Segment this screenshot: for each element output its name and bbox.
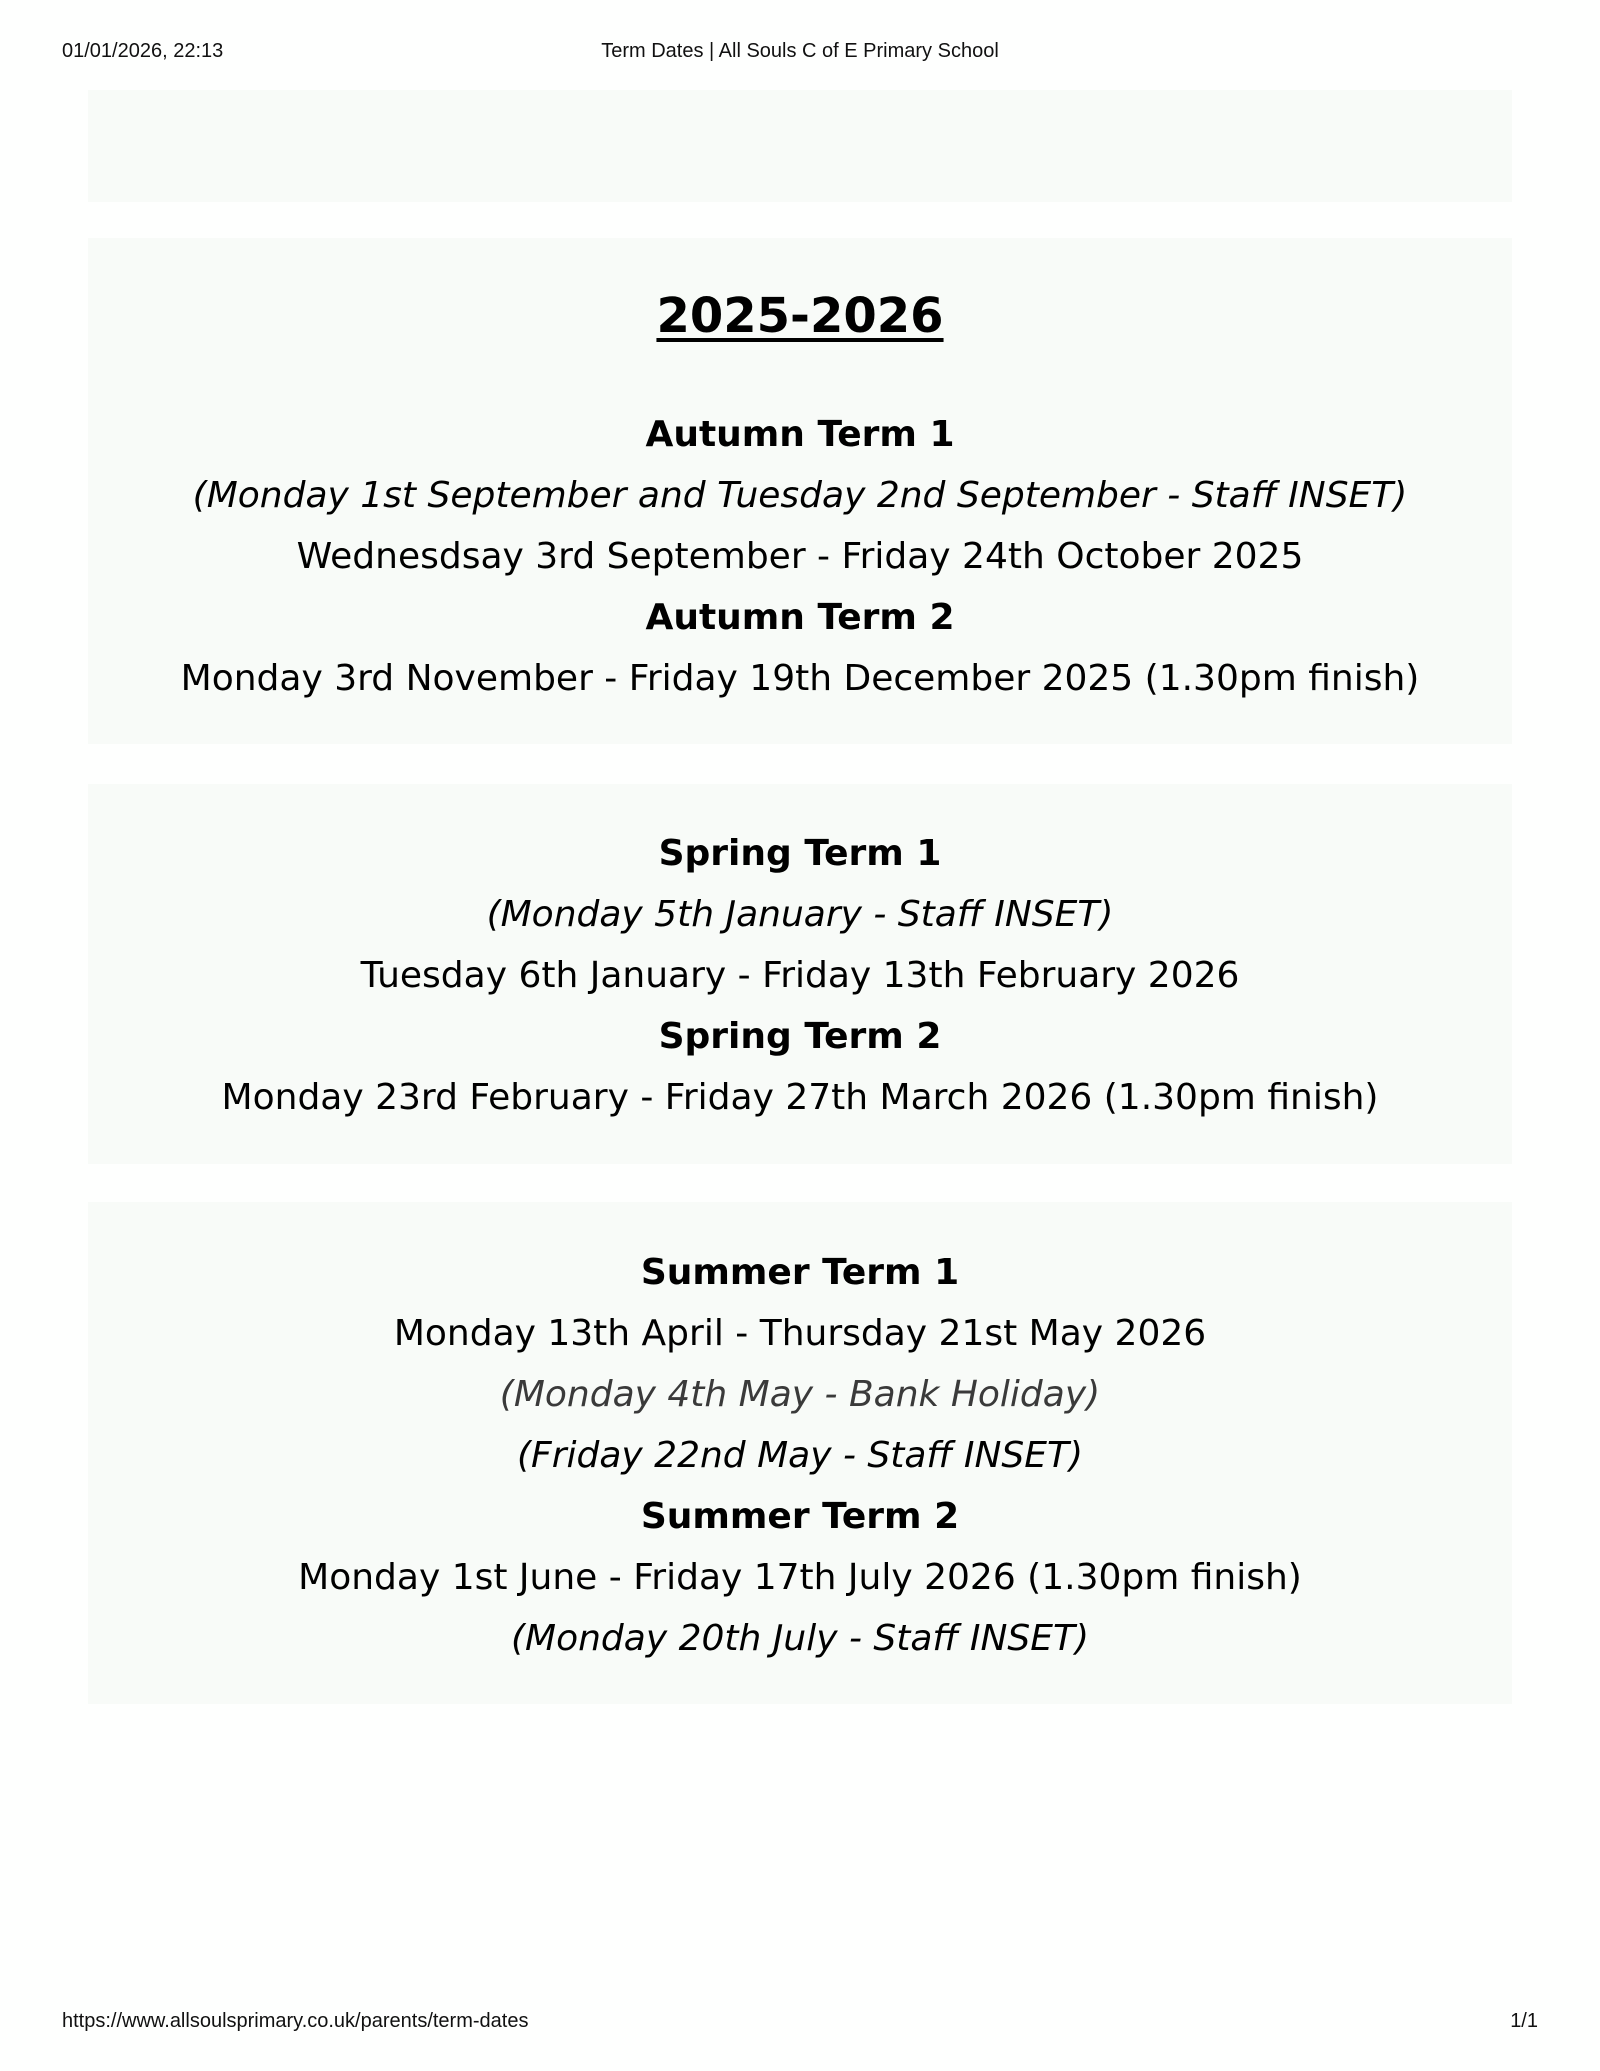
print-page-title: Term Dates | All Souls C of E Primary School: [601, 40, 999, 62]
spring-term-2-dates: Monday 23rd February - Friday 27th March 2026 (1.30pm finish): [221, 1077, 1379, 1118]
spring-term-1-inset: (Monday 5th January - Staff INSET): [486, 894, 1114, 935]
autumn-term-1-dates: Wednesdsay 3rd September - Friday 24th October 2025: [296, 536, 1304, 577]
summer-term-2-title: Summer Term 2: [640, 1496, 960, 1537]
summer-term-2-inset: (Monday 20th July - Staff INSET): [510, 1618, 1090, 1659]
autumn-term-section: [0, 404, 1600, 709]
spring-term-2-title: Spring Term 2: [658, 1016, 942, 1057]
autumn-term-1-inset: (Monday 1st September and Tuesday 2nd September - Staff INSET): [192, 475, 1408, 516]
year-title: 2025-2026: [656, 288, 944, 344]
print-datetime: 01/01/2026, 22:13: [62, 40, 224, 62]
spring-term-1-title: Spring Term 1: [658, 833, 942, 874]
autumn-term-2-dates: Monday 3rd November - Friday 19th December 2025 (1.30pm finish): [180, 658, 1420, 699]
summer-term-2-dates: Monday 1st June - Friday 17th July 2026 (1.30pm finish): [298, 1557, 1302, 1598]
print-header: [0, 40, 1600, 68]
print-page-number: 1/1: [1510, 2010, 1538, 2032]
print-url: https://www.allsoulsprimary.co.uk/parents/term-dates: [62, 2010, 529, 2032]
spring-term-1-dates: Tuesday 6th January - Friday 13th February 2026: [360, 955, 1240, 996]
summer-term-section: [0, 1242, 1600, 1669]
print-footer: [0, 2010, 1600, 2038]
summer-term-1-title: Summer Term 1: [640, 1252, 960, 1293]
spring-term-section: [0, 823, 1600, 1128]
summer-term-1-inset: (Friday 22nd May - Staff INSET): [516, 1435, 1084, 1476]
summer-term-1-dates: Monday 13th April - Thursday 21st May 2026: [393, 1313, 1207, 1354]
autumn-term-2-title: Autumn Term 2: [645, 597, 955, 638]
top-banner-block: [88, 90, 1512, 202]
autumn-term-1-title: Autumn Term 1: [645, 414, 955, 455]
summer-term-1-bank-holiday: (Monday 4th May - Bank Holiday): [499, 1374, 1101, 1415]
